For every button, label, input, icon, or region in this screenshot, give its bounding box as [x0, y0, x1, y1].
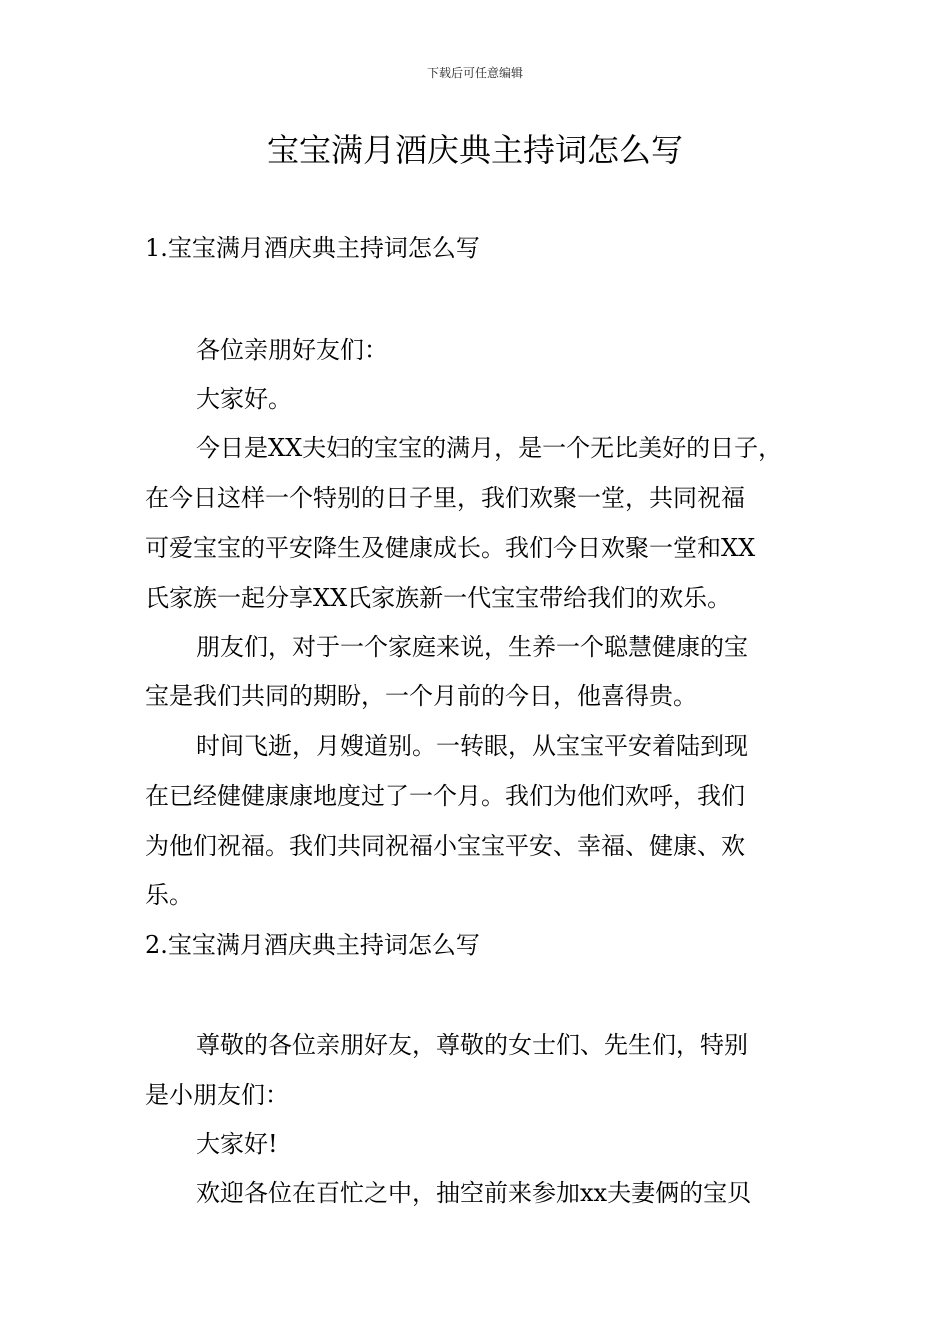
- section-2-greeting-line: 尊敬的各位亲朋好友，尊敬的女士们、先生们，特别: [196, 1031, 748, 1059]
- section-1-paragraph-1-line: 在今日这样一个特别的日子里，我们欢聚一堂，共同祝福: [145, 484, 745, 512]
- section-1-paragraph-3-line: 在已经健健康康地度过了一个月。我们为他们欢呼，我们: [145, 782, 745, 810]
- section-1-paragraph-2-line: 朋友们，对于一个家庭来说，生养一个聪慧健康的宝: [196, 633, 748, 661]
- section-1-greeting: 各位亲朋好友们：: [196, 336, 388, 364]
- section-1-paragraph-1-line: 今日是XX夫妇的宝宝的满月，是一个无比美好的日子，: [196, 434, 783, 462]
- section-1-paragraph-3-line: 为他们祝福。我们共同祝福小宝宝平安、幸福、健康、欢: [145, 832, 745, 860]
- section-2-paragraph-1-line: 欢迎各位在百忙之中，抽空前来参加xx夫妻俩的宝贝: [196, 1179, 752, 1207]
- section-1-paragraph-1-line: 氏家族一起分享XX氏家族新一代宝宝带给我们的欢乐。: [145, 584, 732, 612]
- section-2-hello: 大家好!: [196, 1130, 278, 1158]
- header-note: 下载后可任意编辑: [426, 66, 523, 80]
- section-1-paragraph-3-line: 时间飞逝，月嫂道别。一转眼，从宝宝平安着陆到现: [196, 732, 748, 760]
- section-1-hello: 大家好。: [196, 385, 292, 413]
- section-1-heading: 1.宝宝满月酒庆典主持词怎么写: [145, 234, 480, 262]
- section-2-heading: 2.宝宝满月酒庆典主持词怎么写: [145, 931, 480, 959]
- section-1-paragraph-2-line: 宝是我们共同的期盼，一个月前的今日，他喜得贵。: [145, 682, 697, 710]
- section-1-paragraph-3-line: 乐。: [145, 881, 193, 909]
- section-1-paragraph-1-line: 可爱宝宝的平安降生及健康成长。我们今日欢聚一堂和XX: [145, 534, 756, 562]
- document-title: 宝宝满月酒庆典主持词怎么写: [266, 131, 683, 169]
- section-2-greeting-line: 是小朋友们：: [145, 1081, 289, 1109]
